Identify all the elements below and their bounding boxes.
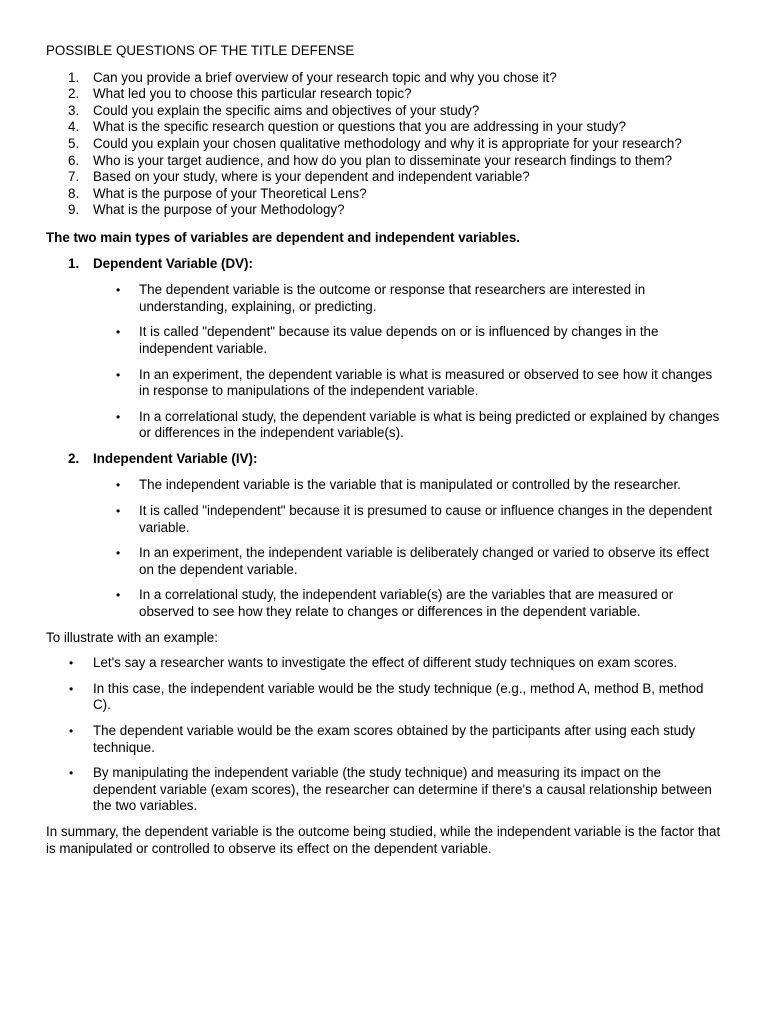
bullet-text: In this case, the independent variable would be the study technique (e.g., method A, method B, method C).: [93, 680, 704, 713]
bullet-text: By manipulating the independent variable (the study technique) and measuring its impact on the dependent variable (exam scores), the researcher can determine if there's a causal relationship between the two variables.: [93, 765, 712, 814]
bullet-item: [46, 655, 722, 672]
question-item: [46, 169, 722, 186]
bullet-text: It is called "dependent" because its value depends on or is influenced by changes in the independent variable.: [139, 324, 659, 356]
question-item: [46, 186, 722, 203]
question-number: 2.: [68, 86, 80, 102]
bullet-text: In a correlational study, the dependent variable is what is being predicted or explained by changes or differences in the independent variable(s).: [139, 408, 720, 441]
question-text: What led you to choose this particular research topic?: [93, 86, 412, 102]
section-number: 2.: [68, 450, 80, 466]
question-number: 7.: [68, 169, 80, 185]
question-text: Who is your target audience, and how do you plan to disseminate your research findings to them?: [93, 152, 673, 168]
example-intro: To illustrate with an example:: [46, 629, 218, 645]
question-text: What is the purpose of your Theoretical Lens?: [93, 185, 367, 201]
question-item: [46, 136, 722, 153]
question-text: What is the purpose of your Methodology?: [93, 202, 345, 218]
question-number: 1.: [68, 69, 80, 85]
questions-list: [46, 70, 722, 219]
bullet-icon: •: [69, 724, 74, 738]
question-number: 6.: [68, 152, 80, 168]
question-item: [46, 202, 722, 219]
bullet-item: [46, 324, 722, 357]
bullet-item: [46, 587, 722, 620]
dependent-variable-heading: [46, 256, 722, 273]
bullet-text: In an experiment, the independent variable is deliberately changed or varied to observe its effect on the dependent variable.: [139, 545, 709, 577]
bullet-text: It is called "independent" because it is presumed to cause or influence changes in the dependent variable.: [139, 503, 713, 535]
question-item: [46, 153, 722, 170]
question-item: [46, 119, 722, 136]
bullet-icon: •: [69, 681, 74, 696]
bullet-item: [46, 765, 722, 815]
bullet-icon: •: [116, 325, 121, 340]
dependent-variable-section: [46, 256, 722, 442]
question-text: Can you provide a brief overview of your research topic and why you chose it?: [93, 69, 557, 85]
bullet-item: [46, 503, 722, 536]
bullet-item: [46, 723, 722, 756]
example-bullets: [46, 655, 722, 815]
bullet-item: [46, 282, 722, 315]
bullet-item: [46, 545, 722, 578]
question-text: What is the specific research question or questions that you are addressing in your study?: [93, 119, 626, 135]
bullet-text: The independent variable is the variable that is manipulated or controlled by the researcher.: [139, 477, 681, 493]
question-text: Could you explain the specific aims and objectives of your study?: [93, 102, 480, 118]
question-number: 4.: [68, 119, 80, 135]
bullet-item: [46, 681, 722, 714]
bullet-icon: •: [116, 367, 121, 382]
question-item: [46, 86, 722, 103]
bullet-icon: •: [116, 588, 121, 603]
bullet-icon: •: [69, 656, 74, 671]
bullet-icon: •: [116, 283, 121, 298]
variables-intro: The two main types of variables are dependent and independent variables.: [46, 229, 521, 245]
independent-variable-section: [46, 451, 722, 621]
heading-text: Independent Variable (IV):: [93, 450, 258, 466]
section-number: 1.: [68, 255, 80, 271]
bullet-item: [46, 409, 722, 442]
dependent-bullets: [46, 282, 722, 442]
question-number: 9.: [68, 202, 80, 218]
bullet-item: [46, 477, 722, 494]
bullet-icon: •: [69, 766, 74, 781]
independent-bullets: [46, 477, 722, 620]
bullet-icon: •: [116, 478, 121, 493]
question-text: Could you explain your chosen qualitative methodology and why it is appropriate for your research?: [93, 135, 682, 151]
bullet-text: In a correlational study, the independent variable(s) are the variables that are measured or observed to see how they relate to changes or differences in the dependent variable.: [139, 587, 674, 620]
bullet-text: The dependent variable is the outcome or response that researchers are interested in understanding, explaining, or predicting.: [139, 282, 646, 314]
question-number: 8.: [68, 185, 80, 201]
bullet-text: In an experiment, the dependent variable is what is measured or observed to see how it changes in response to manipulations of the independent variable.: [139, 366, 713, 399]
bullet-icon: •: [116, 409, 121, 424]
independent-variable-heading: [46, 451, 722, 468]
bullet-item: [46, 367, 722, 400]
bullet-text: Let's say a researcher wants to investigate the effect of different study techniques on exam scores.: [93, 655, 678, 671]
document-title: POSSIBLE QUESTIONS OF THE TITLE DEFENSE: [46, 43, 355, 58]
question-text: Based on your study, where is your dependent and independent variable?: [93, 169, 530, 185]
bullet-icon: •: [116, 504, 121, 519]
question-number: 3.: [68, 102, 80, 118]
question-number: 5.: [68, 135, 80, 151]
question-item: [46, 103, 722, 120]
bullet-icon: •: [116, 546, 121, 561]
summary-paragraph: In summary, the dependent variable is the outcome being studied, while the independent variable is the factor that is manipulated or controlled to observe its effect on the dependent variable.: [46, 823, 721, 856]
question-item: [46, 70, 722, 87]
heading-text: Dependent Variable (DV):: [93, 255, 253, 271]
bullet-text: The dependent variable would be the exam scores obtained by the participants after using each study technique.: [93, 723, 696, 755]
